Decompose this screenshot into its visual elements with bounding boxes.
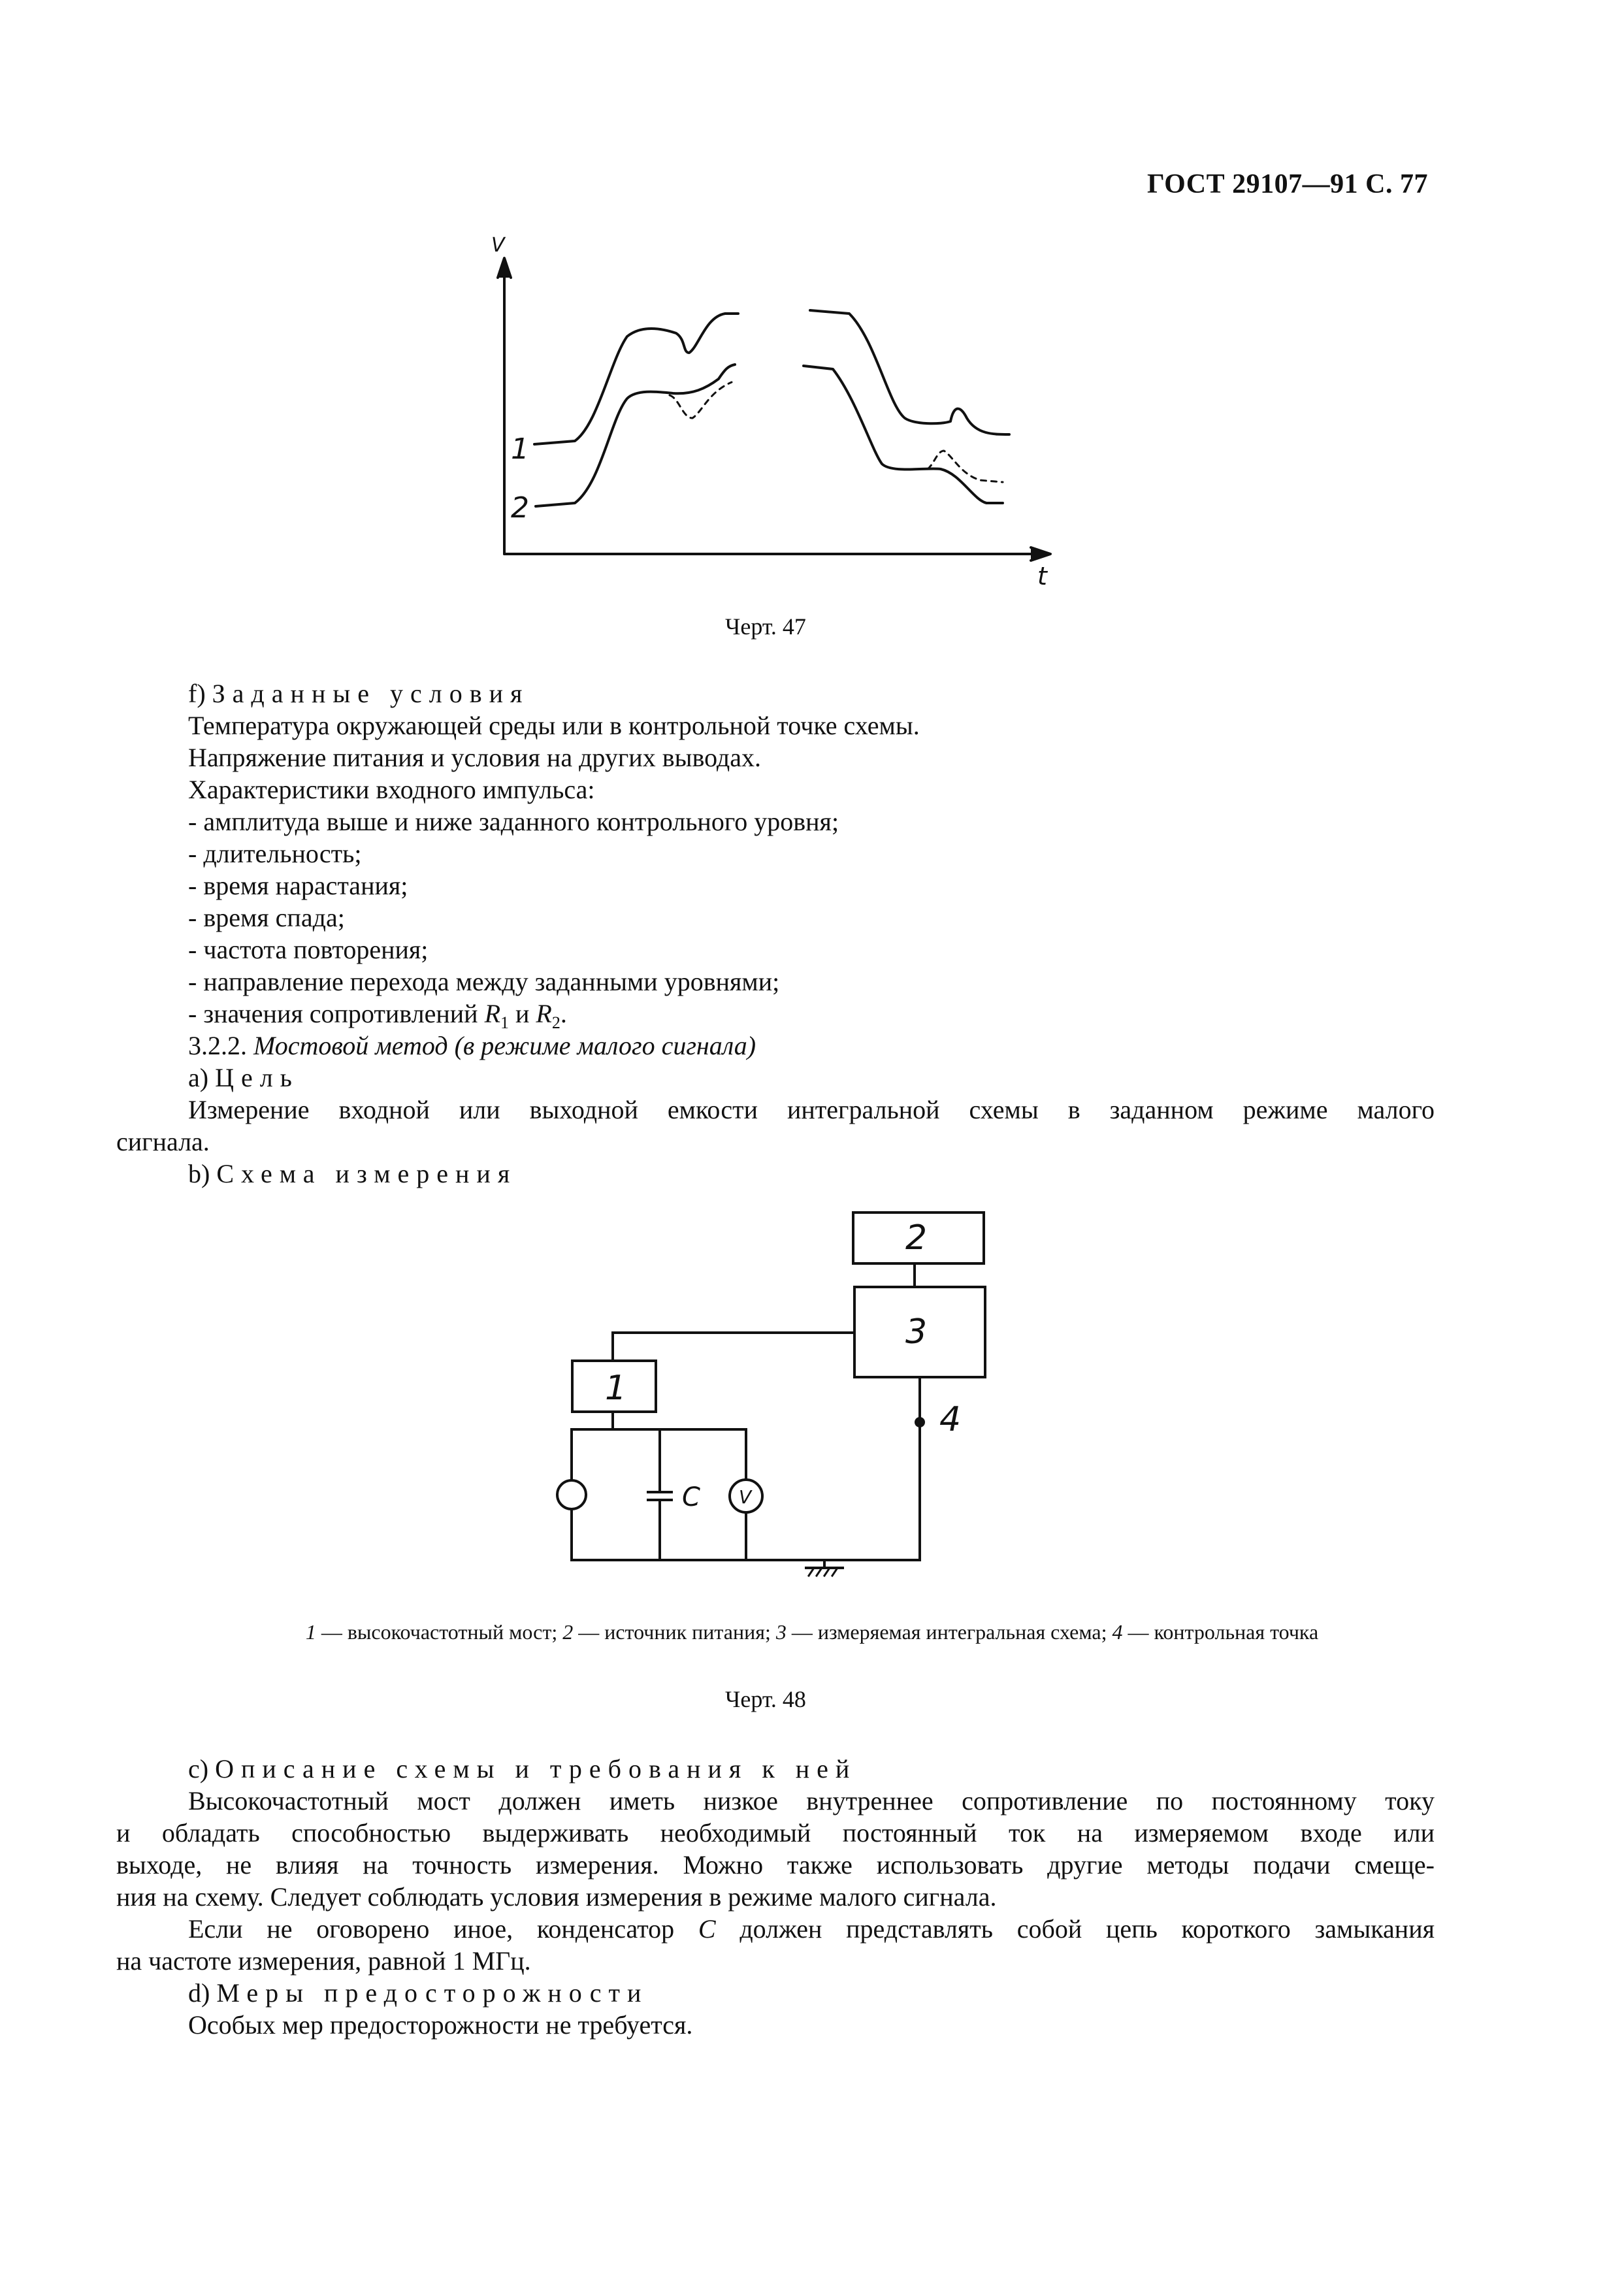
figure-47-x-label: t	[1037, 562, 1047, 591]
section-b-title: Схема измерения	[216, 1159, 517, 1188]
curve-1-label: 1	[511, 432, 529, 466]
section-d-text: Особых мер предосторожности не требуется.	[188, 2010, 693, 2040]
figure-47-waveforms	[457, 229, 1084, 594]
section-b-marker: b)	[188, 1159, 210, 1188]
section-a-text-line2: сигнала.	[116, 1127, 210, 1156]
p2-text-a: Если не оговорено иное, конденсатор	[188, 1914, 698, 1944]
supply-label: 2	[905, 1218, 928, 1258]
clause-number: 3.2.2.	[188, 1031, 247, 1060]
curve-1-fall	[810, 310, 1009, 434]
section-c-p1-line2: и обладать способностью выдерживать необходимый постоянный ток на измеряемом входе или	[116, 1818, 1435, 1847]
r2-symbol: R	[536, 999, 552, 1028]
list-item: - время спада;	[188, 903, 345, 932]
r1-symbol: R	[484, 999, 501, 1028]
section-c-p1-line3: выходе, не влияя на точность измерения. Можно также использовать другие методы подачи смеще-	[116, 1850, 1435, 1880]
figure-48-circuit	[536, 1202, 1032, 1620]
capacitor-label: C	[682, 1482, 700, 1512]
section-a-marker: a)	[188, 1063, 209, 1092]
figure-47-caption: Черт. 47	[725, 613, 806, 640]
section-f-marker: f)	[188, 679, 206, 708]
figure-47-y-arrow	[498, 258, 511, 278]
section-c-p2-line2: на частоте измерения, равной 1 МГц.	[116, 1946, 531, 1976]
circuit-label: 3	[905, 1312, 928, 1352]
legend-text: — измеряемая интегральная схема;	[786, 1620, 1112, 1644]
legend-number: 3	[775, 1620, 787, 1644]
figure-47-y-label: V	[491, 234, 505, 257]
control-point-label: 4	[939, 1400, 962, 1439]
resistances-and: и	[509, 999, 536, 1028]
legend-number: 4	[1112, 1620, 1123, 1644]
generator-symbol	[557, 1480, 586, 1509]
voltmeter-label: V	[739, 1486, 752, 1508]
list-item: - время нарастания;	[188, 871, 408, 900]
section-c-title: Описание схемы и требования к ней	[215, 1754, 857, 1783]
list-item: Напряжение питания и условия на других выводах.	[188, 743, 762, 772]
clause-title: Мостовой метод (в режиме малого сигнала)	[253, 1031, 756, 1060]
legend-text: — источник питания;	[573, 1620, 776, 1644]
list-item: Температура окружающей среды или в контрольной точке схемы.	[188, 711, 920, 740]
capacitor-symbol: C	[698, 1914, 716, 1944]
section-a-text-line1: Измерение входной или выходной емкости интегральной схемы в заданном режиме малого	[188, 1095, 1435, 1124]
legend-number: 2	[562, 1620, 574, 1644]
legend-text: — высокочастотный мост;	[316, 1620, 563, 1644]
curve-2-label: 2	[511, 491, 529, 525]
section-f-title: Заданные условия	[212, 679, 530, 708]
r1-subscript: 1	[500, 1013, 510, 1032]
section-c-p2-line1	[188, 1913, 1435, 1945]
figure-48-legend	[185, 1620, 1439, 1644]
curve-2-dashed-dip	[670, 382, 732, 418]
curve-2-rise	[536, 365, 735, 506]
section-a-heading	[188, 1062, 299, 1094]
section-c-heading	[188, 1753, 856, 1785]
section-d-title: Меры предосторожности	[216, 1978, 649, 2008]
list-item: - направление перехода между заданными уровнями;	[188, 967, 780, 996]
control-point-dot	[915, 1417, 925, 1427]
section-d-heading	[188, 1977, 648, 2009]
bridge-to-circuit-wire	[613, 1333, 854, 1361]
page-header: ГОСТ 29107—91 С. 77	[1146, 169, 1428, 199]
legend-text: — контрольная точка	[1122, 1620, 1319, 1644]
section-c-marker: c)	[188, 1754, 209, 1783]
clause-3-2-2	[188, 1030, 756, 1062]
list-item: - частота повторения;	[188, 935, 429, 964]
list-item: - амплитуда выше и ниже заданного контрольного уровня;	[188, 807, 839, 836]
r2-subscript: 2	[551, 1013, 560, 1032]
section-c-p1-line4: ния на схему. Следует соблюдать условия измерения в режиме малого сигнала.	[116, 1882, 997, 1912]
section-b-heading	[188, 1158, 517, 1190]
section-f-heading	[188, 677, 529, 709]
resistances-prefix: - значения сопротивлений	[188, 999, 485, 1028]
list-item: - длительность;	[188, 839, 362, 868]
curve-2-fall	[804, 366, 1003, 503]
section-a-title: Цель	[215, 1063, 299, 1092]
section-d-marker: d)	[188, 1978, 210, 2008]
resistances-end: .	[560, 999, 567, 1028]
figure-48-caption: Черт. 48	[725, 1686, 806, 1712]
legend-number: 1	[305, 1620, 316, 1644]
section-c-p1-line1: Высокочастотный мост должен иметь низкое внутреннее сопротивление по постоянному току	[188, 1786, 1435, 1815]
figure-47-x-arrow	[1031, 547, 1050, 561]
p2-text-b: должен представлять собой цепь короткого замыкания	[715, 1914, 1435, 1944]
list-item: Характеристики входного импульса:	[188, 775, 595, 804]
curve-2-dashed-bump	[928, 451, 1003, 482]
curve-1-rise	[534, 314, 738, 444]
bridge-label: 1	[605, 1369, 627, 1408]
